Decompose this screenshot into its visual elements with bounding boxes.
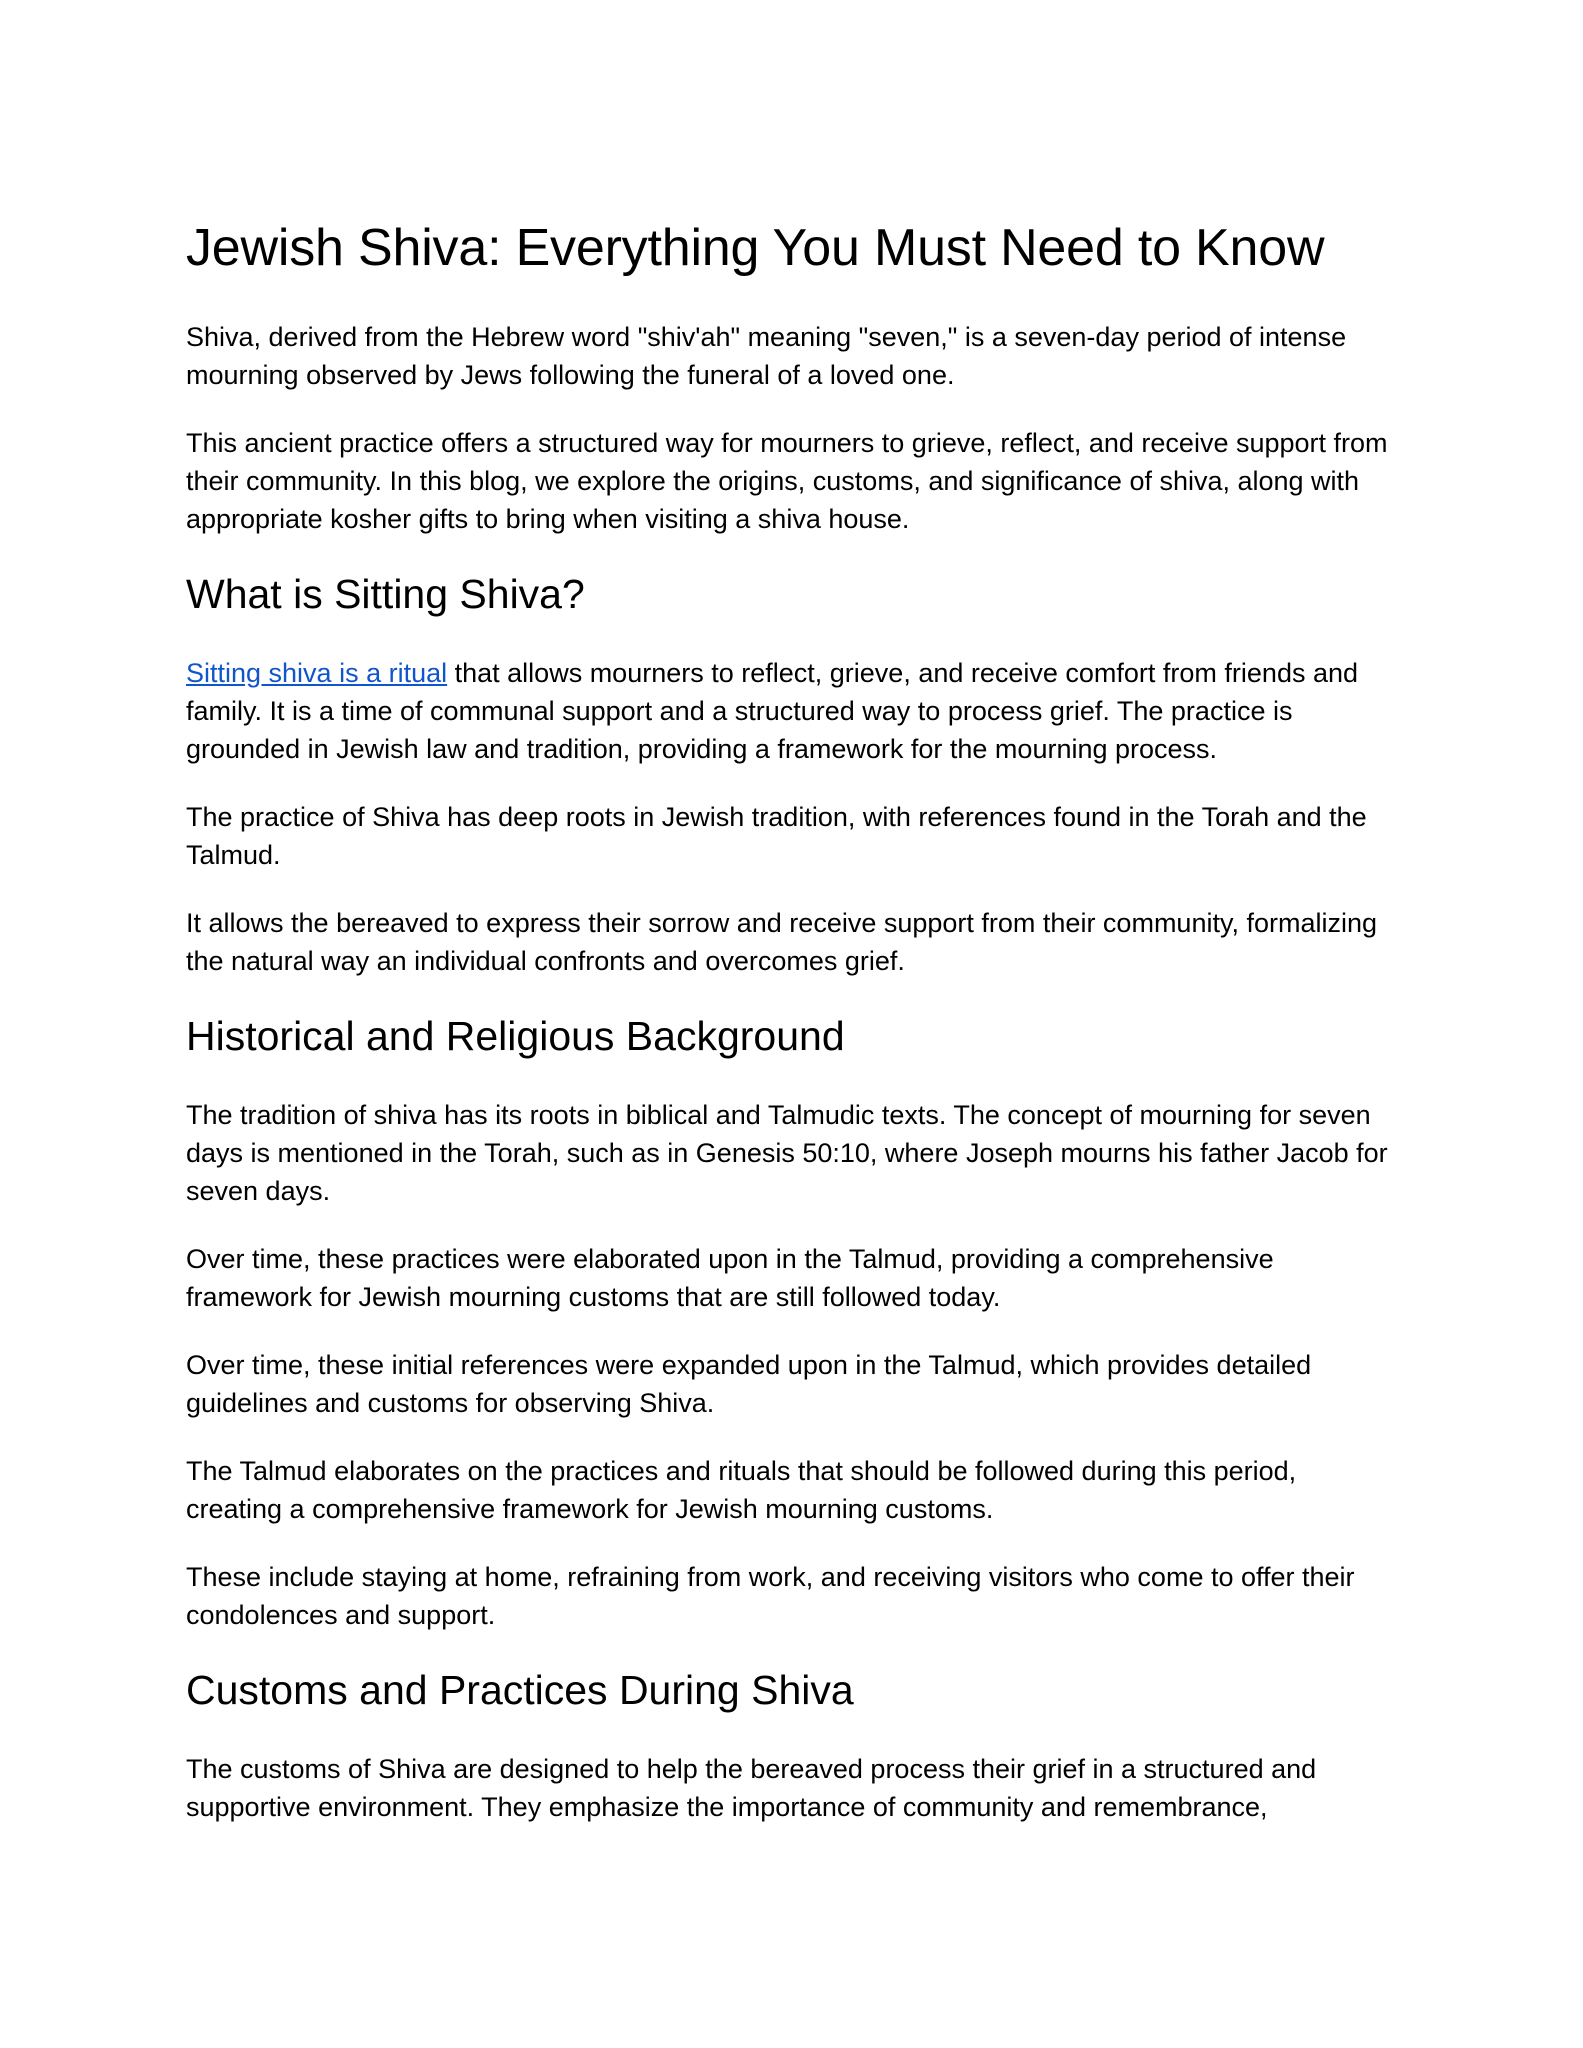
intro-paragraph-2: This ancient practice offers a structured way for mourners to grieve, reflect, and receive support from their community. In this blog, we explore the origins, customs, and significance of shiva, along with appropriate kosher gifts to bring when visiting a shiva house. <box>186 428 1388 534</box>
history-paragraph-4: The Talmud elaborates on the practices and rituals that should be followed during this period, creating a comprehensive framework for Jewish mourning customs. <box>186 1456 1297 1524</box>
sitting-shiva-paragraph-3: It allows the bereaved to express their sorrow and receive support from their community, formalizing the natural way an individual confronts and overcomes grief. <box>186 908 1378 976</box>
page-title: Jewish Shiva: Everything You Must Need to Know <box>186 219 1325 277</box>
history-paragraph-5: These include staying at home, refraining from work, and receiving visitors who come to offer their condolences and support. <box>186 1562 1355 1630</box>
sitting-shiva-link[interactable]: Sitting shiva is a ritual <box>186 658 448 688</box>
section-heading-history: Historical and Religious Background <box>186 1013 845 1059</box>
intro-paragraph-1: Shiva, derived from the Hebrew word "shiv'ah" meaning "seven," is a seven-day period of intense mourning observed by Jews following the funeral of a loved one. <box>186 322 1347 390</box>
sitting-shiva-paragraph-1 <box>186 654 1396 768</box>
document-page <box>186 216 1396 1856</box>
section-heading-sitting-shiva: What is Sitting Shiva? <box>186 571 585 617</box>
history-paragraph-1: The tradition of shiva has its roots in biblical and Talmudic texts. The concept of mourning for seven days is mentioned in the Torah, such as in Genesis 50:10, where Joseph mourns his father Jacob for seven days. <box>186 1100 1388 1206</box>
section-heading-customs: Customs and Practices During Shiva <box>186 1667 854 1713</box>
sitting-shiva-paragraph-2: The practice of Shiva has deep roots in Jewish tradition, with references found in the Torah and the Talmud. <box>186 802 1367 870</box>
history-paragraph-2: Over time, these practices were elaborated upon in the Talmud, providing a comprehensive framework for Jewish mourning customs that are still followed today. <box>186 1244 1274 1312</box>
sitting-shiva-paragraph-1-text: that allows mourners to reflect, grieve, and receive comfort from friends and family. It is a time of communal support and a structured way to process grief. The practice is grounded in Jewish law and tradition, providing a framework for the mourning process. <box>186 658 1359 764</box>
customs-paragraph-1: The customs of Shiva are designed to help the bereaved process their grief in a structured and supportive environment. They emphasize the importance of community and remembrance, <box>186 1754 1317 1822</box>
history-paragraph-3: Over time, these initial references were expanded upon in the Talmud, which provides detailed guidelines and customs for observing Shiva. <box>186 1350 1312 1418</box>
